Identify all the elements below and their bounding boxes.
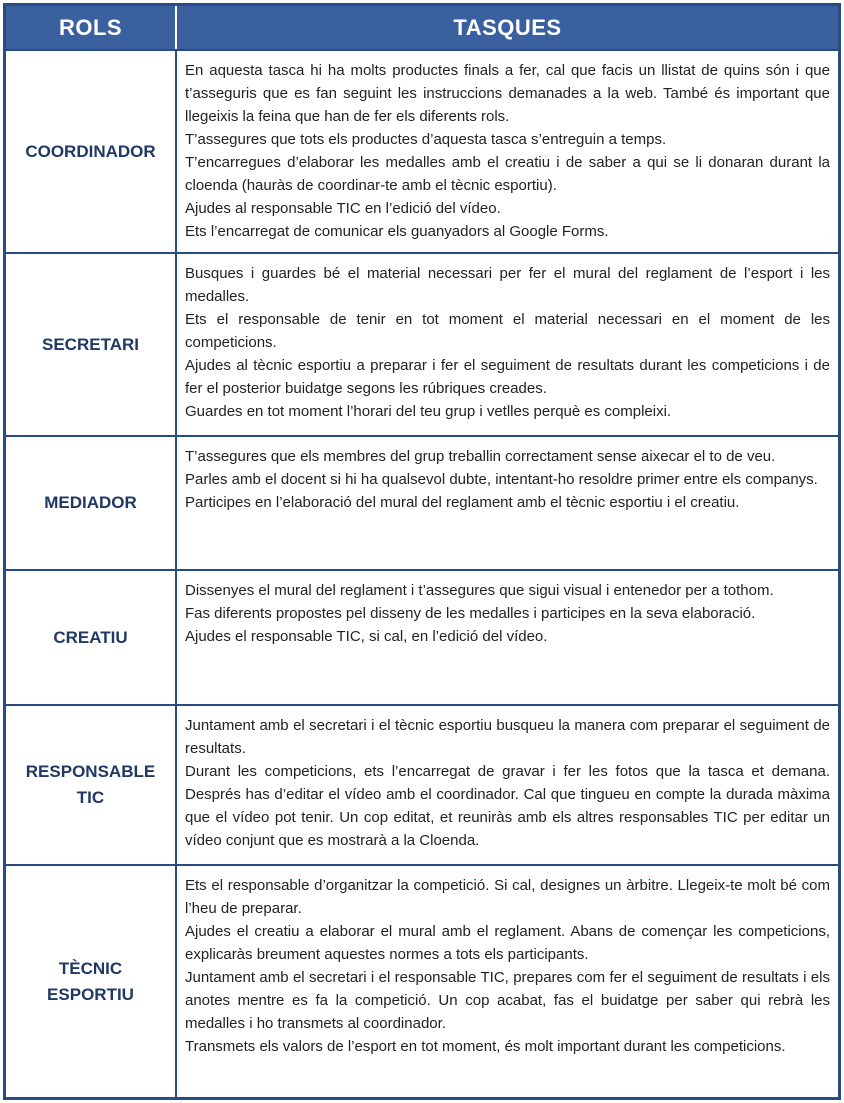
role-name: COORDINADOR (25, 141, 156, 161)
task-item: Ets el responsable de tenir en tot moment el material necessari en el moment de les competicions. (185, 311, 830, 351)
task-item: T’encarregues d’elaborar les medalles amb el creatiu i de saber a qui se li donaran durant la cloenda (hauràs de coordinar-te amb el tècnic esportiu). (185, 154, 830, 194)
header-tasks: TASQUES (176, 6, 838, 50)
task-item: Fas diferents propostes pel disseny de les medalles i participes en la seva elaboració. (185, 605, 756, 622)
task-item: Ajudes el responsable TIC, si cal, en l’edició del vídeo. (185, 628, 548, 645)
task-item: Dissenyes el mural del reglament i t’assegures que sigui visual i entenedor per a tothom. (185, 582, 774, 599)
task-item: Ajudes al responsable TIC en l’edició del vídeo. (185, 200, 501, 217)
role-name: TÈCNIC (58, 958, 123, 978)
role-cell (6, 570, 176, 705)
table-row (6, 705, 838, 865)
tasks-cell (176, 436, 838, 570)
role-name: CREATIU (53, 627, 128, 647)
task-item: Juntament amb el secretari i el tècnic esportiu busqueu la manera com preparar el seguiment de resultats. (185, 717, 830, 757)
task-item: Guardes en tot moment l’horari del teu grup i vetlles perquè es compleixi. (185, 403, 672, 420)
tasks-cell (176, 50, 838, 253)
task-item: T’assegures que tots els productes d’aquesta tasca s’entreguin a temps. (185, 131, 667, 148)
role-cell (6, 705, 176, 865)
table-row (6, 570, 838, 705)
roles-table (6, 6, 838, 1097)
tasks-cell (176, 570, 838, 705)
table-row (6, 50, 838, 253)
table-row (6, 253, 838, 436)
tasks-cell (176, 705, 838, 865)
role-name: ESPORTIU (47, 984, 134, 1004)
header-roles: ROLS (6, 6, 176, 50)
tasks-cell (176, 253, 838, 436)
task-item: Durant les competicions, ets l’encarregat de gravar i fer les fotos que la tasca et demana. Després has d’editar el vídeo amb el coordinador. Cal que tingueu en compte la durada màxima que el vídeo pot tenir. Un cop editat, et reuniràs amb els altres responsables TIC per editar un vídeo conjunt que es mostrarà a la Cloenda. (185, 763, 830, 849)
task-item: Parles amb el docent si hi ha qualsevol dubte, intentant-ho resoldre primer entre els companys. (185, 471, 818, 488)
tasks-cell (176, 865, 838, 1097)
role-cell (6, 50, 176, 253)
task-item: Transmets els valors de l’esport en tot moment, és molt important durant les competicions. (185, 1038, 786, 1055)
task-item: Ajudes el creatiu a elaborar el mural amb el reglament. Abans de començar les competicions, explicaràs breument aquestes normes a tots els participants. (185, 923, 830, 963)
role-cell (6, 253, 176, 436)
role-cell (6, 865, 176, 1097)
role-name: MEDIADOR (44, 493, 137, 512)
task-item: Busques i guardes bé el material necessari per fer el mural del reglament de l’esport i les medalles. (185, 265, 830, 305)
task-item: Ets l’encarregat de comunicar els guanyadors al Google Forms. (185, 223, 609, 240)
table-header-row (6, 6, 838, 50)
task-item: Participes en l’elaboració del mural del reglament amb el tècnic esportiu i el creatiu. (185, 494, 740, 511)
task-item: Ets el responsable d’organitzar la competició. Si cal, designes un àrbitre. Llegeix-te molt bé com l’heu de preparar. (185, 877, 830, 917)
roles-table-frame (3, 3, 841, 1100)
task-item: Juntament amb el secretari i el responsable TIC, prepares com fer el seguiment de resultats i els anotes mentre es fa la competició. Un cop acabat, fas el buidatge per saber qui rebrà les medalles i ho transmets al coordinador. (185, 969, 830, 1032)
task-item: T’assegures que els membres del grup treballin correctament sense aixecar el to de veu. (185, 448, 776, 465)
role-name: TIC (76, 788, 105, 807)
table-row (6, 865, 838, 1097)
table-row (6, 436, 838, 570)
task-item: Ajudes al tècnic esportiu a preparar i fer el seguiment de resultats durant les competicions i de fer el posterior buidatge segons les rúbriques creades. (185, 357, 830, 397)
role-cell (6, 436, 176, 570)
role-name: SECRETARI (42, 334, 139, 354)
role-name: RESPONSABLE (25, 762, 156, 781)
task-item: En aquesta tasca hi ha molts productes finals a fer, cal que facis un llistat de quins són i que t’asseguris que es fan seguint les instruccions demanades a la web. També és important que llegeixis la feina que han de fer els diferents rols. (185, 62, 830, 125)
